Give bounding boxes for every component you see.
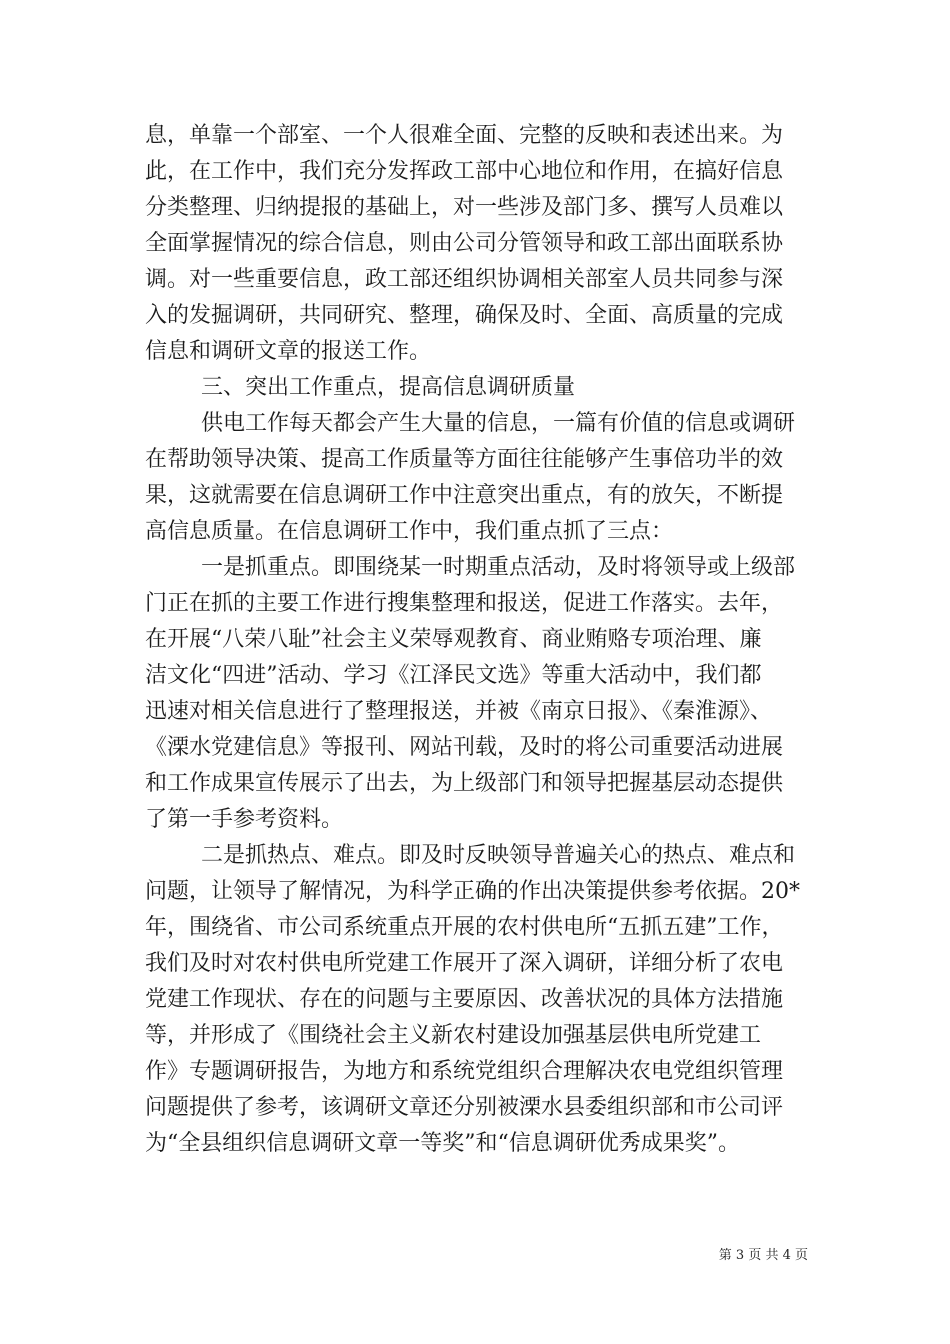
- text-line: 息，单靠一个部室、一个人很难全面、完整的反映和表述出来。为: [145, 123, 784, 148]
- text-line: 问题，让领导了解情况，为科学正确的作出决策提供参考依据。20*: [145, 879, 800, 904]
- text-line: 等，并形成了《围绕社会主义新农村建设加强基层供电所党建工: [145, 1023, 762, 1048]
- text-line: 年，围绕省、市公司系统重点开展的农村供电所“五抓五建”工作，: [145, 915, 784, 940]
- text-line: 为“全县组织信息调研文章一等奖”和“信息调研优秀成果奖”。: [145, 1131, 740, 1156]
- text-line: 供电工作每天都会产生大量的信息，一篇有价值的信息或调研: [201, 411, 796, 436]
- text-line: 一是抓重点。即围绕某一时期重点活动，及时将领导或上级部: [201, 555, 796, 580]
- text-line: 作》专题调研报告，为地方和系统党组织合理解决农电党组织管理: [145, 1059, 784, 1084]
- text-line: 党建工作现状、存在的问题与主要原因、改善状况的具体方法措施: [145, 987, 784, 1012]
- text-line: 在帮助领导决策、提高工作质量等方面往往能够产生事倍功半的效: [145, 447, 784, 472]
- text-line: 和工作成果宣传展示了出去，为上级部门和领导把握基层动态提供: [145, 771, 784, 796]
- section-heading: 三、突出工作重点，提高信息调研质量: [201, 375, 576, 400]
- text-line: 入的发掘调研，共同研究、整理，确保及时、全面、高质量的完成: [145, 303, 784, 328]
- document-body: [145, 118, 817, 1162]
- text-line: 信息和调研文章的报送工作。: [145, 339, 432, 364]
- text-line: 我们及时对农村供电所党建工作展开了深入调研，详细分析了农电: [145, 951, 784, 976]
- text-line: 果，这就需要在信息调研工作中注意突出重点，有的放矢，不断提: [145, 483, 784, 508]
- text-line: 迅速对相关信息进行了整理报送，并被《南京日报》、《秦淮源》、: [145, 699, 773, 724]
- text-line: 洁文化“四进”活动、学习《江泽民文选》等重大活动中，我们都: [145, 663, 762, 688]
- text-line: 分类整理、归纳提报的基础上，对一些涉及部门多、撰写人员难以: [145, 195, 784, 220]
- text-line: 门正在抓的主要工作进行搜集整理和报送，促进工作落实。去年，: [145, 591, 784, 616]
- page-number-footer: 第 3 页 共 4 页: [718, 1248, 808, 1263]
- text-line: 调。对一些重要信息，政工部还组织协调相关部室人员共同参与深: [145, 267, 784, 292]
- text-line: 二是抓热点、难点。即及时反映领导普遍关心的热点、难点和: [201, 843, 796, 868]
- text-line: 《溧水党建信息》等报刊、网站刊载，及时的将公司重要活动进展: [145, 735, 784, 760]
- text-line: 此，在工作中，我们充分发挥政工部中心地位和作用，在搞好信息: [145, 159, 784, 184]
- text-line: 高信息质量。在信息调研工作中，我们重点抓了三点：: [145, 519, 674, 544]
- text-line: 在开展“八荣八耻”社会主义荣辱观教育、商业贿赂专项治理、廉: [145, 627, 762, 652]
- text-line: 问题提供了参考，该调研文章还分别被溧水县委组织部和市公司评: [145, 1095, 784, 1120]
- text-line: 全面掌握情况的综合信息，则由公司分管领导和政工部出面联系协: [145, 231, 784, 256]
- text-line: 了第一手参考资料。: [145, 807, 344, 832]
